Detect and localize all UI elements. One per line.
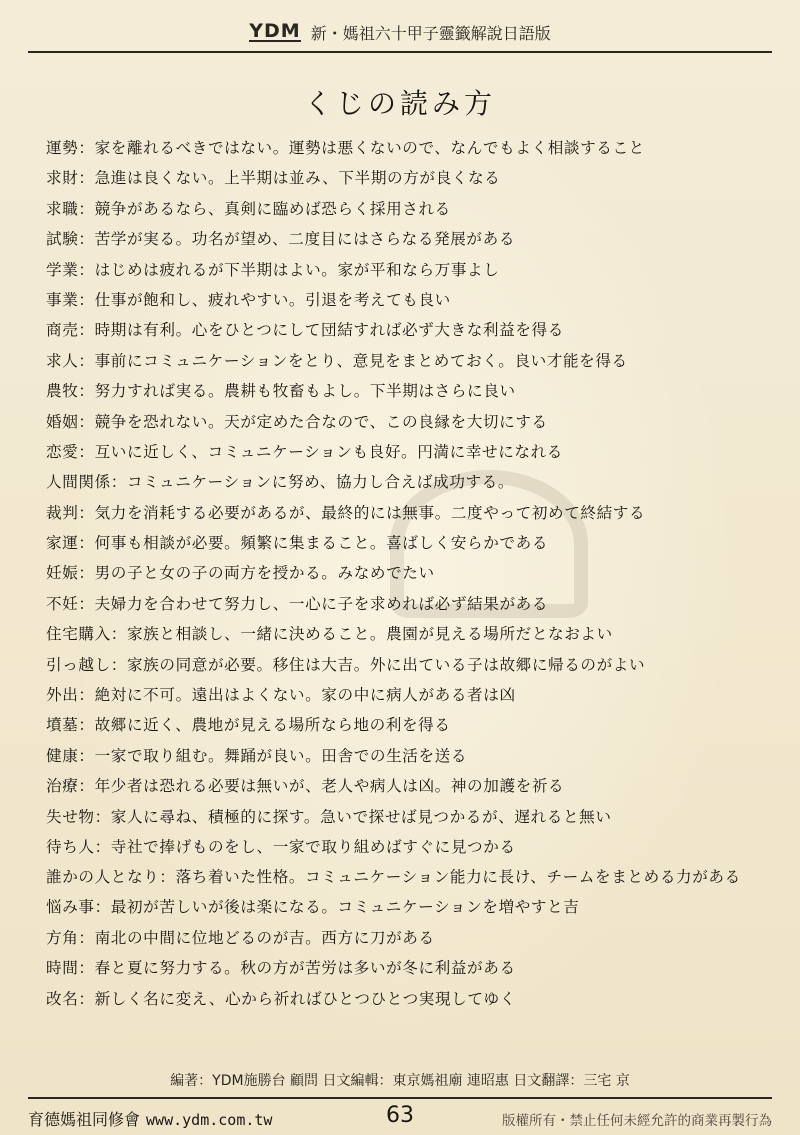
fortune-text: 急進は良くない。上半期は並み、下半期の方が良くなる — [94, 169, 501, 188]
fortune-item — [46, 437, 758, 467]
fortune-text: はじめは疲れるが下半期はよい。家が平和なら万事よし — [94, 260, 500, 279]
ydm-logo: YDM — [249, 20, 301, 42]
fortune-separator: ： — [78, 564, 95, 583]
fortune-separator: ： — [110, 473, 127, 492]
fortune-label: 学業 — [46, 260, 79, 279]
fortune-label: 方角 — [46, 928, 79, 947]
header-rule — [28, 51, 772, 53]
fortune-item — [46, 407, 758, 437]
fortune-item — [46, 680, 758, 710]
fortune-item — [46, 650, 758, 680]
fortune-text: 年少者は恐れる必要は無いが、老人や病人は凶。神の加護を祈る — [94, 777, 565, 796]
fortune-separator: ： — [78, 534, 95, 553]
fortune-label: 時間 — [46, 959, 79, 978]
fortune-text: 何事も相談が必要。頻繁に集まること。喜ばしく安らかである — [94, 534, 549, 553]
footer-rule — [28, 1097, 772, 1099]
fortune-item — [46, 285, 758, 315]
copyright-notice: 版權所有・禁止任何未經允許的商業再製行為 — [502, 1113, 772, 1129]
fortune-item — [46, 194, 758, 224]
fortune-separator: ： — [110, 625, 127, 644]
organization-label: 育德媽祖同修會 — [28, 1110, 141, 1129]
fortune-text: 落ち着いた性格。コミュニケーション能力に長け、チームをまとめる力がある — [175, 868, 741, 887]
fortune-separator: ： — [94, 898, 111, 917]
credits-line: 編著：YDM施勝台 顧問 日文編輯：東京媽祖廟 連昭惠 日文翻譯：三宅 京 — [170, 1073, 630, 1089]
fortune-separator: ： — [78, 321, 95, 340]
fortune-label: 事業 — [46, 290, 79, 309]
fortune-text: 一家で取り組む。舞踊が良い。田舎での生活を送る — [94, 746, 468, 765]
fortune-separator: ： — [78, 169, 95, 188]
fortune-item — [46, 528, 758, 558]
fortune-text: 家族と相談し、一緒に決めること。農園が見える場所だとなおよい — [126, 625, 613, 644]
fortune-label: 墳墓 — [46, 716, 79, 735]
fortune-item — [46, 619, 758, 649]
fortune-label: 農牧 — [46, 382, 79, 401]
fortune-label: 人間関係 — [46, 473, 111, 492]
fortune-separator: ： — [78, 928, 95, 947]
fortune-label: 妊娠 — [46, 564, 79, 583]
fortune-item — [46, 558, 758, 588]
fortune-text: 春と夏に努力する。秋の方が苦労は多いが冬に利益がある — [94, 959, 516, 978]
fortune-separator: ： — [110, 655, 127, 674]
fortune-separator: ： — [78, 959, 95, 978]
fortune-label: 求職 — [46, 199, 79, 218]
fortune-text: 互いに近しく、コミュニケーションも良好。円満に幸せになれる — [94, 442, 563, 461]
fortune-label: 運勢 — [46, 139, 79, 157]
page-number: 63 — [386, 1103, 414, 1128]
fortune-text: 夫婦力を合わせて努力し、一心に子を求めれば必ず結果がある — [94, 594, 549, 613]
fortune-text: 家族の同意が必要。移住は大吉。外に出ている子は故郷に帰るのがよい — [126, 655, 646, 674]
fortune-text: 競争を恐れない。天が定めた合なので、この良縁を大切にする — [94, 412, 548, 431]
fortune-label: 外出 — [46, 686, 79, 705]
fortune-item — [46, 984, 758, 1014]
fortune-item — [46, 710, 758, 740]
fortune-label: 誰かの人となり — [46, 868, 160, 887]
fortune-text: 故郷に近く、農地が見える場所なら地の利を得る — [94, 716, 451, 735]
fortune-item — [46, 589, 758, 619]
fortune-separator: ： — [78, 260, 95, 279]
fortune-separator: ： — [78, 594, 95, 613]
fortune-text: 新しく名に変え、心から祈ればひとつひとつ実現してゆく — [94, 989, 516, 1008]
fortune-separator: ： — [78, 412, 95, 431]
fortune-label: 引っ越し — [46, 655, 111, 674]
page-header — [0, 14, 800, 50]
fortune-text: 仕事が飽和し、疲れやすい。引退を考えても良い — [94, 290, 451, 309]
page-footer — [28, 1101, 772, 1131]
fortune-label: 不妊 — [46, 594, 79, 613]
fortune-label: 失せ物 — [46, 807, 95, 826]
fortune-text: 男の子と女の子の両方を授かる。みなめでたい — [94, 564, 435, 583]
fortune-separator: ： — [78, 777, 95, 796]
fortune-label: 求財 — [46, 169, 79, 188]
fortune-item — [46, 865, 758, 889]
fortune-text: 努力すれば実る。農耕も牧畜もよし。下半期はさらに良い — [94, 382, 516, 401]
fortune-item — [46, 467, 758, 497]
fortune-item — [46, 498, 758, 528]
fortune-label: 試験 — [46, 230, 79, 249]
fortune-label: 待ち人 — [46, 837, 95, 856]
fortune-separator: ： — [78, 230, 95, 249]
fortune-text: 競争があるなら、真剣に臨めば恐らく採用される — [94, 199, 451, 218]
fortune-text: 寺社で捧げものをし、一家で取り組めばすぐに見つかる — [110, 837, 516, 856]
fortune-item — [46, 133, 758, 163]
fortune-separator: ： — [78, 989, 95, 1008]
fortune-separator: ： — [78, 716, 95, 735]
fortune-label: 悩み事 — [46, 898, 95, 917]
organization-name — [28, 1107, 272, 1130]
fortune-label: 改名 — [46, 989, 79, 1008]
fortune-separator: ： — [94, 807, 111, 826]
fortune-separator: ： — [159, 868, 176, 887]
fortune-label: 婚姻 — [46, 412, 79, 431]
fortune-text: 最初が苦しいが後は楽になる。コミュニケーションを増やすと吉 — [110, 898, 580, 917]
fortune-item — [46, 802, 758, 832]
fortune-separator: ： — [78, 442, 95, 461]
website-url: www.ydm.com.tw — [146, 1111, 273, 1129]
book-title: 新・媽祖六十甲子靈籤解說日語版 — [310, 23, 551, 43]
fortune-item — [46, 163, 758, 193]
fortune-item — [46, 315, 758, 345]
fortune-separator: ： — [78, 503, 95, 522]
fortune-text: 家人に尋ね、積極的に探す。急いで探せば見つかるが、遅れると無い — [110, 807, 612, 826]
fortune-item — [46, 376, 758, 406]
fortune-separator: ： — [78, 290, 95, 309]
fortune-item — [46, 832, 758, 862]
fortune-text: 家を離れるべきではない。運勢は悪くないので、なんでもよく相談すること — [94, 139, 645, 157]
fortune-item — [46, 255, 758, 285]
fortune-separator: ： — [78, 199, 95, 218]
fortune-text: 気力を消耗する必要があるが、最終的には無事。二度やって初めて終結する — [94, 503, 646, 522]
fortune-label: 裁判 — [46, 503, 79, 522]
fortune-text: 絶対に不可。遠出はよくない。家の中に病人がある者は凶 — [94, 686, 516, 705]
fortune-separator: ： — [78, 746, 95, 765]
fortune-text: コミュニケーションに努め、協力し合えば成功する。 — [126, 473, 515, 492]
fortune-separator: ： — [78, 351, 95, 370]
fortune-item — [46, 953, 758, 983]
fortune-text: 南北の中間に位地どるのが吉。西方に刀がある — [94, 928, 435, 947]
page-title: くじの読み方 — [303, 87, 496, 120]
fortune-label: 住宅購入 — [46, 625, 111, 644]
fortune-item — [46, 771, 758, 801]
fortune-label: 家運 — [46, 534, 79, 553]
fortune-separator: ： — [78, 139, 95, 157]
fortune-text: 事前にコミュニケーションをとり、意見をまとめておく。良い才能を得る — [94, 351, 628, 370]
fortune-separator: ： — [78, 686, 95, 705]
fortune-label: 求人 — [46, 351, 79, 370]
fortune-item — [46, 892, 758, 922]
fortune-label: 健康 — [46, 746, 79, 765]
fortune-item — [46, 741, 758, 771]
fortune-label: 治療 — [46, 777, 79, 796]
fortune-text: 苦学が実る。功名が望め、二度目にはさらなる発展がある — [94, 230, 516, 249]
fortune-text: 時期は有利。心をひとつにして団結すれば必ず大きな利益を得る — [94, 321, 564, 340]
fortune-item — [46, 224, 758, 254]
fortune-item — [46, 346, 758, 376]
fortune-separator: ： — [78, 382, 95, 401]
fortune-list — [46, 133, 758, 1014]
fortune-item — [46, 923, 758, 953]
fortune-label: 商売 — [46, 321, 79, 340]
fortune-label: 恋愛 — [46, 442, 79, 461]
fortune-separator: ： — [94, 837, 111, 856]
